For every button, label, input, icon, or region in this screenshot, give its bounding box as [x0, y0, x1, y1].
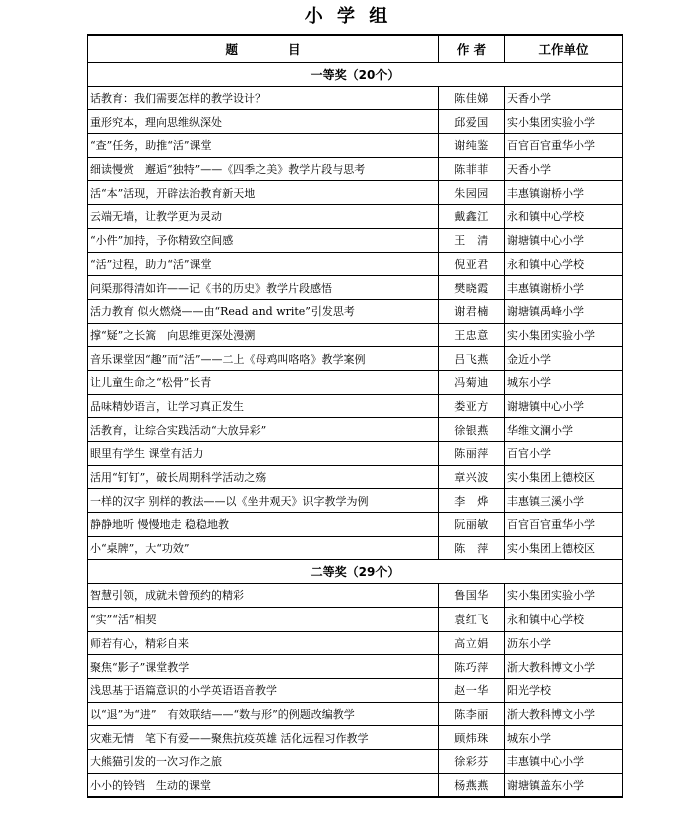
header-title: 题 目	[88, 35, 439, 63]
row-unit: 永和镇中心学校	[505, 205, 623, 229]
row-author: 赵一华	[439, 678, 505, 702]
row-title: 活“本”活现，开辟法治教育新天地	[88, 181, 439, 205]
row-author: 高立娟	[439, 631, 505, 655]
row-author: 邱爱国	[439, 110, 505, 134]
table-row	[88, 252, 623, 276]
row-author: 陈李丽	[439, 702, 505, 726]
row-unit: 天香小学	[505, 157, 623, 181]
row-author: 顾炜珠	[439, 726, 505, 750]
table-row	[88, 181, 623, 205]
row-author: 戴鑫江	[439, 205, 505, 229]
table-row	[88, 418, 623, 442]
row-unit: 丰惠镇谢桥小学	[505, 276, 623, 300]
header-author: 作 者	[439, 35, 505, 63]
row-title: 静静地听 慢慢地走 稳稳地教	[88, 513, 439, 537]
table-row	[88, 228, 623, 252]
row-title: 眼里有学生 课堂有活力	[88, 442, 439, 466]
row-unit: 实小集团上德校区	[505, 465, 623, 489]
table-row	[88, 678, 623, 702]
row-author: 章兴波	[439, 465, 505, 489]
section-label: 一等奖（20个）	[88, 63, 623, 87]
row-unit: 沥东小学	[505, 631, 623, 655]
row-unit: 浙大教科博文小学	[505, 702, 623, 726]
row-author: 娄亚方	[439, 394, 505, 418]
table-row	[88, 702, 623, 726]
row-author: 杨燕燕	[439, 773, 505, 797]
row-title: 让儿童生命之“松骨”长青	[88, 370, 439, 394]
row-title: 活用“钉钉”，破长周期科学活动之殇	[88, 465, 439, 489]
table-row	[88, 86, 623, 110]
row-author: 倪亚君	[439, 252, 505, 276]
row-title: 音乐课堂因“趣”而“活”——二上《母鸡叫咯咯》教学案例	[88, 347, 439, 371]
table-row	[88, 465, 623, 489]
row-unit: 实小集团实验小学	[505, 584, 623, 608]
row-title: 以“退”为“进” 有效联结——“数与形”的例题改编教学	[88, 702, 439, 726]
row-title: 细读慢赏 邂逅“独特”——《四季之美》教学片段与思考	[88, 157, 439, 181]
row-title: 浅思基于语篇意识的小学英语语音教学	[88, 678, 439, 702]
table-row	[88, 513, 623, 537]
row-author: 陈佳娣	[439, 86, 505, 110]
table-row	[88, 773, 623, 797]
row-unit: 丰惠镇中心小学	[505, 749, 623, 773]
row-title: 智慧引领，成就未曾预约的精彩	[88, 584, 439, 608]
row-author: 徐彩芬	[439, 749, 505, 773]
row-unit: 永和镇中心学校	[505, 252, 623, 276]
row-unit: 百官百官重华小学	[505, 134, 623, 158]
row-title: 问渠那得清如许——记《书的历史》教学片段感悟	[88, 276, 439, 300]
table-row	[88, 631, 623, 655]
row-title: 活力教育 似火燃烧——由“Read and write”引发思考	[88, 299, 439, 323]
table-row	[88, 347, 623, 371]
row-unit: 华维文澜小学	[505, 418, 623, 442]
row-author: 陈巧萍	[439, 655, 505, 679]
table-row	[88, 370, 623, 394]
row-unit: 丰惠镇谢桥小学	[505, 181, 623, 205]
table-row	[88, 607, 623, 631]
row-unit: 谢塘镇盖东小学	[505, 773, 623, 797]
row-unit: 浙大教科博文小学	[505, 655, 623, 679]
row-title: 撑“疑”之长篙 向思维更深处漫溯	[88, 323, 439, 347]
row-author: 李 烨	[439, 489, 505, 513]
row-unit: 谢塘镇中心小学	[505, 394, 623, 418]
row-author: 陈 萍	[439, 536, 505, 560]
section-label: 二等奖（29个）	[88, 560, 623, 584]
row-author: 冯菊迪	[439, 370, 505, 394]
table-row	[88, 394, 623, 418]
row-unit: 丰惠镇三溪小学	[505, 489, 623, 513]
row-title: 话教育：我们需要怎样的教学设计？	[88, 86, 439, 110]
section-header-row	[88, 63, 623, 87]
table-header-row	[88, 35, 623, 63]
table-row	[88, 655, 623, 679]
row-author: 袁红飞	[439, 607, 505, 631]
header-unit: 工作单位	[505, 35, 623, 63]
row-title: 重形究本，理向思维纵深处	[88, 110, 439, 134]
table-row	[88, 110, 623, 134]
row-author: 徐银燕	[439, 418, 505, 442]
row-unit: 百官小学	[505, 442, 623, 466]
row-author: 陈丽萍	[439, 442, 505, 466]
row-unit: 城东小学	[505, 726, 623, 750]
page-title: 小 学 组	[304, 6, 392, 27]
row-unit: 金近小学	[505, 347, 623, 371]
row-title: “实”“活”相契	[88, 607, 439, 631]
row-title: 聚焦“影子”课堂教学	[88, 655, 439, 679]
row-unit: 实小集团上德校区	[505, 536, 623, 560]
row-title: “查”任务，助推“活”课堂	[88, 134, 439, 158]
table-row	[88, 205, 623, 229]
row-unit: 谢塘镇禹峰小学	[505, 299, 623, 323]
row-title: 品味精妙语言，让学习真正发生	[88, 394, 439, 418]
row-author: 王忠意	[439, 323, 505, 347]
row-title: 小“桌牌”，大“功效”	[88, 536, 439, 560]
row-title: 云端无墙，让教学更为灵动	[88, 205, 439, 229]
row-author: 鲁国华	[439, 584, 505, 608]
row-author: 王 清	[439, 228, 505, 252]
row-title: “活”过程，助力“活”课堂	[88, 252, 439, 276]
row-unit: 百官百官重华小学	[505, 513, 623, 537]
row-title: 大熊猫引发的一次习作之旅	[88, 749, 439, 773]
row-title: “小件”加持，予你精致空间感	[88, 228, 439, 252]
table-row	[88, 157, 623, 181]
table-row	[88, 323, 623, 347]
awards-table	[87, 34, 623, 798]
table-row	[88, 726, 623, 750]
row-unit: 永和镇中心学校	[505, 607, 623, 631]
table-row	[88, 749, 623, 773]
row-title: 师若有心，精彩自来	[88, 631, 439, 655]
row-title: 小小的铃铛 生动的课堂	[88, 773, 439, 797]
row-author: 吕飞燕	[439, 347, 505, 371]
row-unit: 天香小学	[505, 86, 623, 110]
row-unit: 阳光学校	[505, 678, 623, 702]
row-author: 陈菲菲	[439, 157, 505, 181]
row-unit: 实小集团实验小学	[505, 323, 623, 347]
table-row	[88, 536, 623, 560]
row-unit: 谢塘镇中心小学	[505, 228, 623, 252]
row-author: 谢纯鉴	[439, 134, 505, 158]
row-author: 樊晓霞	[439, 276, 505, 300]
section-header-row	[88, 560, 623, 584]
table-row	[88, 442, 623, 466]
row-unit: 实小集团实验小学	[505, 110, 623, 134]
row-unit: 城东小学	[505, 370, 623, 394]
row-title: 活教育，让综合实践活动“大放异彩”	[88, 418, 439, 442]
row-author: 朱园园	[439, 181, 505, 205]
row-title: 灾难无情 笔下有爱——聚焦抗疫英雄 活化远程习作教学	[88, 726, 439, 750]
table-row	[88, 299, 623, 323]
table-row	[88, 276, 623, 300]
table-row	[88, 134, 623, 158]
table-row	[88, 489, 623, 513]
row-author: 阮丽敏	[439, 513, 505, 537]
table-row	[88, 584, 623, 608]
row-title: 一样的汉字 别样的教法——以《坐井观天》识字教学为例	[88, 489, 439, 513]
row-author: 谢君楠	[439, 299, 505, 323]
